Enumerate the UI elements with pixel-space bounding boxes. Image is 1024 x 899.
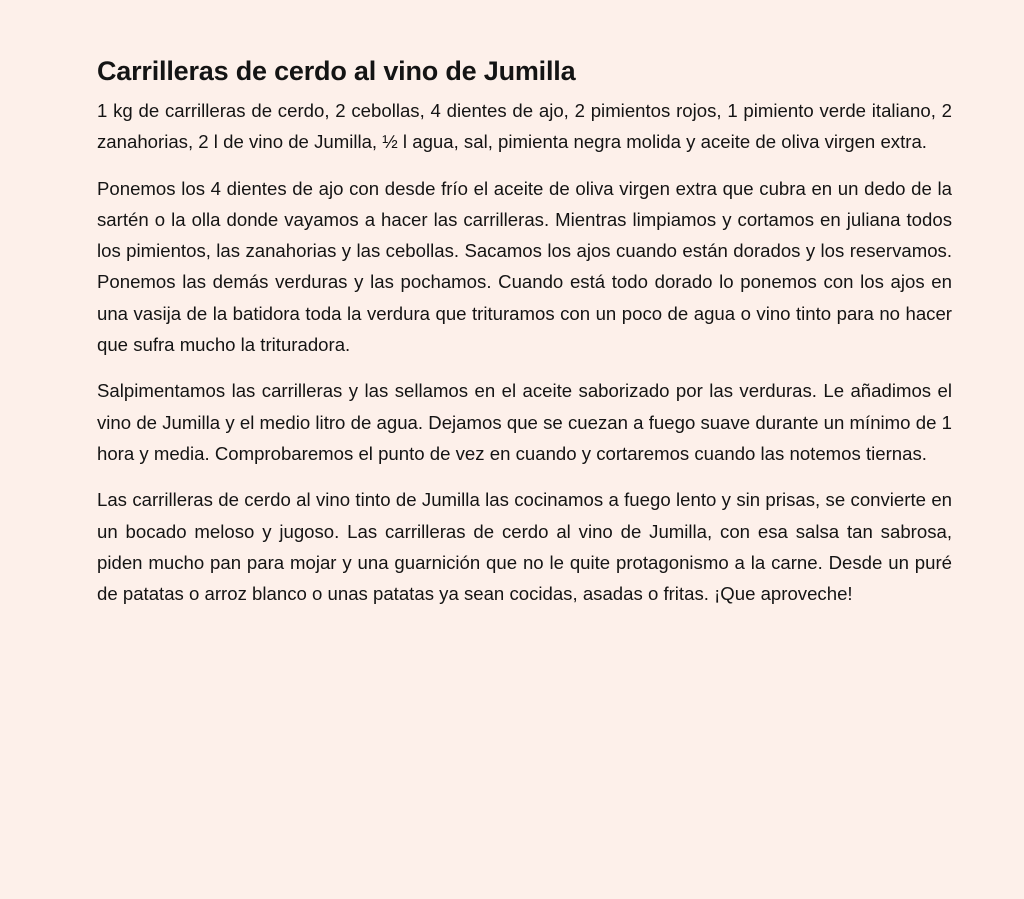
recipe-title: Carrilleras de cerdo al vino de Jumilla — [97, 56, 576, 86]
serving-paragraph: Las carrilleras de cerdo al vino tinto de Jumilla las cocinamos a fuego lento y sin prisas, se convierte en un bocado meloso y jugoso. Las carrilleras de cerdo al vino de Jumilla, con esa salsa tan sabrosa, piden mucho pan para mojar y una guarnición que no le quite protagonismo a la carne. Desde un puré de patatas o arroz blanco o unas patatas ya sean cocidas, asadas o fritas. ¡Que aproveche! — [97, 489, 952, 605]
cooking-paragraph: Salpimentamos las carrilleras y las sellamos en el aceite saborizado por las verduras. Le añadimos el vino de Jumilla y el medio litro de agua. Dejamos que se cuezan a fuego suave durante un mínimo de 1 hora y media. Comprobaremos el punto de vez en cuando y cortaremos cuando las notemos tiernas. — [97, 380, 952, 464]
preparation-paragraph: Ponemos los 4 dientes de ajo con desde frío el aceite de oliva virgen extra que cubra en un dedo de la sartén o la olla donde vayamos a hacer las carrilleras. Mientras limpiamos y cortamos en juliana todos los pimientos, las zanahorias y las cebollas. Sacamos los ajos cuando están dorados y los reservamos. Ponemos las demás verduras y las pochamos. Cuando está todo dorado lo ponemos con los ajos en una vasija de la batidora toda la verdura que trituramos con un poco de agua o vino tinto para no hacer que sufra mucho la trituradora. — [97, 177, 952, 356]
ingredients-paragraph: 1 kg de carrilleras de cerdo, 2 cebollas, 4 dientes de ajo, 2 pimientos rojos, 1 pimiento verde italiano, 2 zanahorias, 2 l de vino de Jumilla, ½ l agua, sal, pimienta negra molida y aceite de oliva virgen extra. — [97, 100, 952, 153]
recipe-page — [97, 52, 952, 624]
